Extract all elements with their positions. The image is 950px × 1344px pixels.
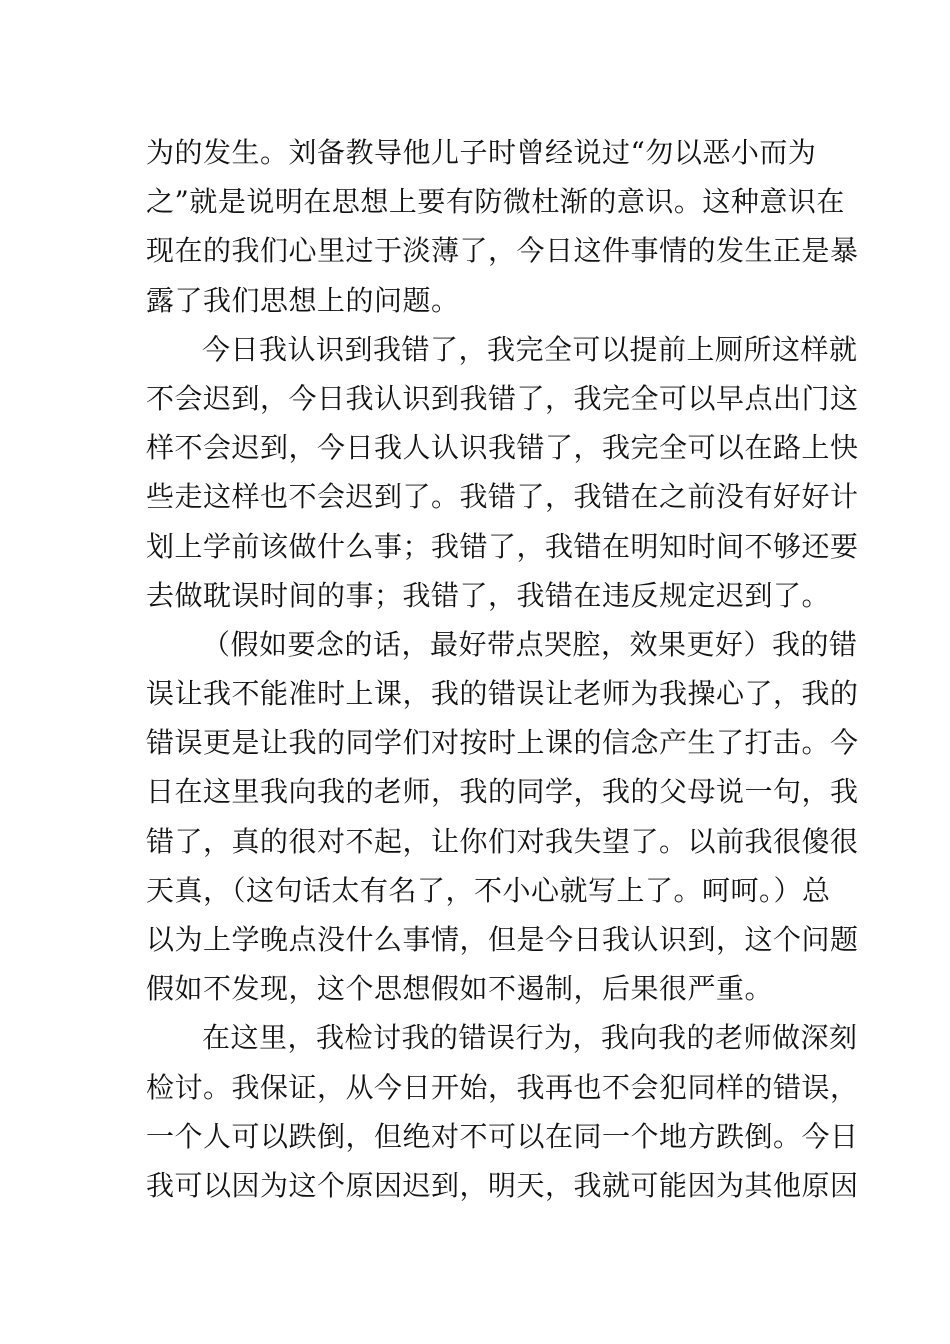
text-line: 在这里，我检讨我的错误行为，我向我的老师做深刻 (202, 1021, 858, 1055)
text-line: 露了我们思想上的问题。 (146, 283, 460, 317)
paragraph (146, 325, 859, 620)
text-line: 错了，真的很对不起，让你们对我失望了。以前我很傻很 (146, 824, 859, 858)
text-line: 去做耽误时间的事；我错了，我错在违反规定迟到了。 (146, 578, 831, 612)
text-line: 假如不发现，这个思想假如不遏制，后果很严重。 (146, 972, 774, 1006)
paragraph (146, 128, 859, 325)
paragraph (146, 620, 859, 1014)
text-line: 今日我认识到我错了，我完全可以提前上厕所这样就 (202, 332, 858, 366)
text-line: 以为上学晚点没什么事情，但是今日我认识到，这个问题 (146, 923, 859, 956)
text-line: 检讨。我保证，从今日开始，我再也不会犯同样的错误， (146, 1070, 859, 1104)
text-line: 天真，（这句话太有名了，不小心就写上了。呵呵。）总 (146, 873, 831, 907)
text-line: 日在这里我向我的老师，我的同学，我的父母说一句，我 (146, 775, 859, 809)
document-body (146, 128, 859, 1210)
text-line: 划上学前该做什么事；我错了，我错在明知时间不够还要 (146, 529, 859, 563)
text-line: 不会迟到，今日我认识到我错了，我完全可以早点出门这 (146, 381, 859, 415)
text-line: 我可以因为这个原因迟到，明天，我就可能因为其他原因 (146, 1168, 859, 1202)
text-line: 错误更是让我的同学们对按时上课的信念产生了打击。今 (146, 726, 859, 760)
text-line: 现在的我们心里过于淡薄了，今日这件事情的发生正是暴 (146, 234, 859, 268)
text-line: 一个人可以跌倒，但绝对不可以在同一个地方跌倒。今日 (146, 1119, 859, 1153)
text-line: 之”就是说明在思想上要有防微杜渐的意识。这种意识在 (146, 185, 845, 219)
paragraph (146, 1013, 859, 1210)
text-line: 些走这样也不会迟到了。我错了，我错在之前没有好好计 (146, 480, 859, 514)
text-line: 为的发生。刘备教导他儿子时曾经说过“勿以恶小而为 (146, 136, 817, 169)
text-line: （假如要念的话，最好带点哭腔，效果更好）我的错 (202, 627, 858, 661)
text-line: 样不会迟到，今日我人认识我错了，我完全可以在路上快 (146, 431, 859, 465)
text-line: 误让我不能准时上课，我的错误让老师为我操心了，我的 (146, 677, 859, 711)
